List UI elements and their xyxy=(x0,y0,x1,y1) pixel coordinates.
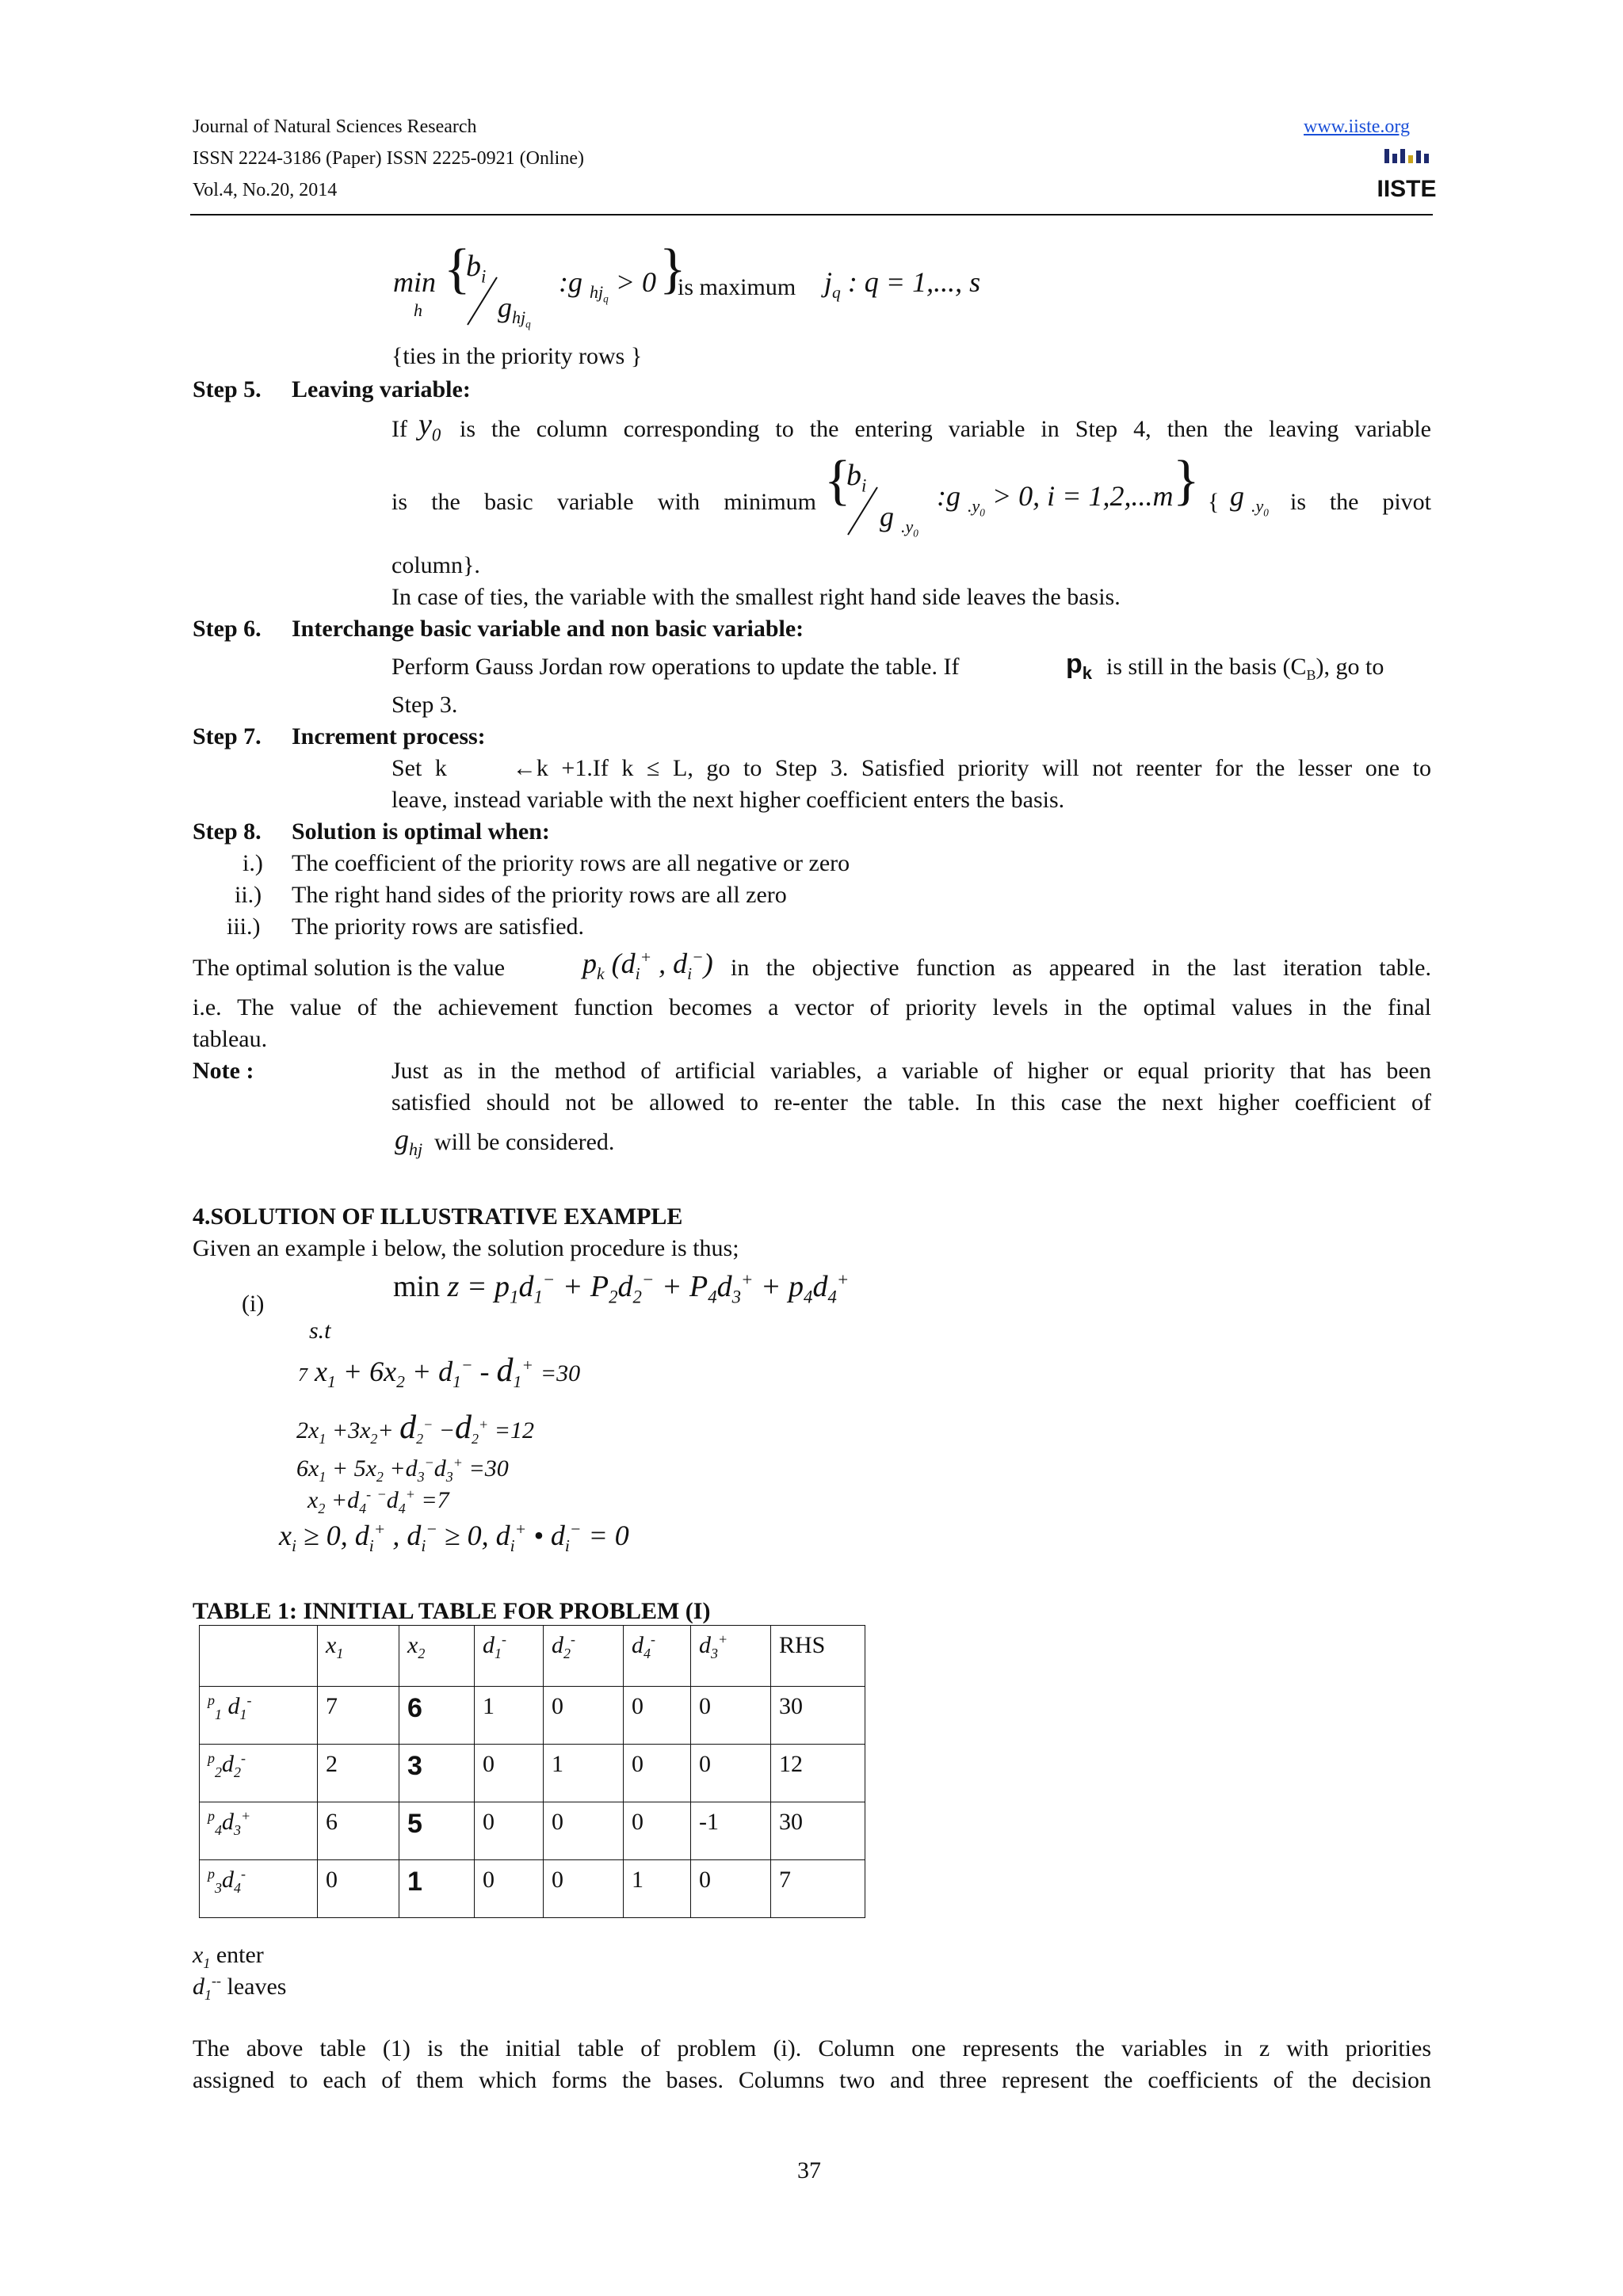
list-item-num: ii.) xyxy=(235,882,262,908)
list-item-num: i.) xyxy=(242,850,263,876)
note-label: Note : xyxy=(193,1058,254,1084)
formula-tail: is maximum xyxy=(678,274,796,300)
issn-line: ISSN 2224-3186 (Paper) ISSN 2225-0921 (Online) xyxy=(193,148,584,169)
step8-title: Solution is optimal when: xyxy=(292,818,550,845)
step5-title: Leaving variable: xyxy=(292,376,471,402)
list-item: The right hand sides of the priority rows are all zero xyxy=(292,882,787,908)
ties-note: {ties in the priority rows } xyxy=(391,343,643,369)
step5-label: Step 5. xyxy=(193,376,262,402)
constraint-1: 7 $x_1 + 6x_2 + d_1^- - d_1^+ =30$ xyxy=(298,1352,581,1392)
leaves-note: $d_1^{--}$ leaves xyxy=(193,1973,287,2003)
list-item: The coefficient of the priority rows are all negative or zero xyxy=(292,850,850,876)
step7-title: Increment process: xyxy=(292,723,486,749)
table-row: $^p_2d_2^-$ 2 3 0 1 0 0 12 xyxy=(200,1745,865,1802)
table-row: $^p_3d_4^-$ 0 1 0 0 1 0 7 xyxy=(200,1860,865,1918)
page-number: 37 xyxy=(797,2157,821,2183)
list-item-num: iii.) xyxy=(227,913,261,940)
table-row: $^p_1$ $d_1^-$ 7 6 1 0 0 0 30 xyxy=(200,1687,865,1745)
section-heading: 4.SOLUTION OF ILLUSTRATIVE EXAMPLE xyxy=(193,1203,683,1230)
nonnegativity-constraint: $x_i \ge 0$, $d_i^+$ , $d_i^- \ge 0$, $d_i^+$ • $d_i^- = 0$ xyxy=(279,1520,629,1556)
problem-label: (i) xyxy=(242,1291,265,1317)
table-title: TABLE 1: INNITIAL TABLE FOR PROBLEM (I) xyxy=(193,1598,711,1624)
constraint-3: $6x_1 + 5x_2 +d_3^-d_3^+ =30$ xyxy=(296,1455,509,1485)
list-item: The priority rows are satisfied. xyxy=(292,913,585,940)
step6-label: Step 6. xyxy=(193,616,262,642)
step6-title: Interchange basic variable and non basic variable: xyxy=(292,616,804,642)
paragraph-line: The above table (1) is the initial table of problem (i). Column one represents the variables in z with priorities xyxy=(193,2035,1431,2061)
objective-function: $\min z = p_1d_1^- + P_2d_2^- + P_4d_3^+ + p_4d_4^+$ xyxy=(393,1269,850,1307)
st-label: s.t xyxy=(309,1318,331,1344)
header-rule xyxy=(190,214,1433,215)
table-row: $^p_4d_3^+$ 6 5 0 0 0 -1 30 xyxy=(200,1802,865,1860)
table-header-row: $x_1$ $x_2$ $d_1^-$ $d_2^-$ $d_4^-$ $d_3^+$ RHS xyxy=(200,1626,865,1687)
enter-note: $x_1$ enter xyxy=(193,1942,264,1971)
min-formula: min xyxy=(393,266,436,298)
initial-table xyxy=(199,1625,865,1918)
fraction-slash xyxy=(461,273,501,329)
journal-name: Journal of Natural Sciences Research xyxy=(193,116,477,137)
volume-line: Vol.4, No.20, 2014 xyxy=(193,180,338,200)
step7-label: Step 7. xyxy=(193,723,262,749)
constraint-2: $2x_1 +3x_2+ d_2^- -d_2^+ =12$ xyxy=(296,1409,534,1447)
step8-label: Step 8. xyxy=(193,818,262,845)
iiste-logo-icon xyxy=(1377,146,1437,203)
svg-text:IISTE: IISTE xyxy=(1377,176,1437,202)
website-link[interactable]: www.iiste.org xyxy=(1304,116,1410,137)
constraint-4: $x_2 +d_4^-$ $^-d_4^+ =7$ xyxy=(307,1486,449,1516)
paragraph-line: assigned to each of them which forms the bases. Columns two and three represent the coefficients of the decision xyxy=(193,2067,1431,2093)
